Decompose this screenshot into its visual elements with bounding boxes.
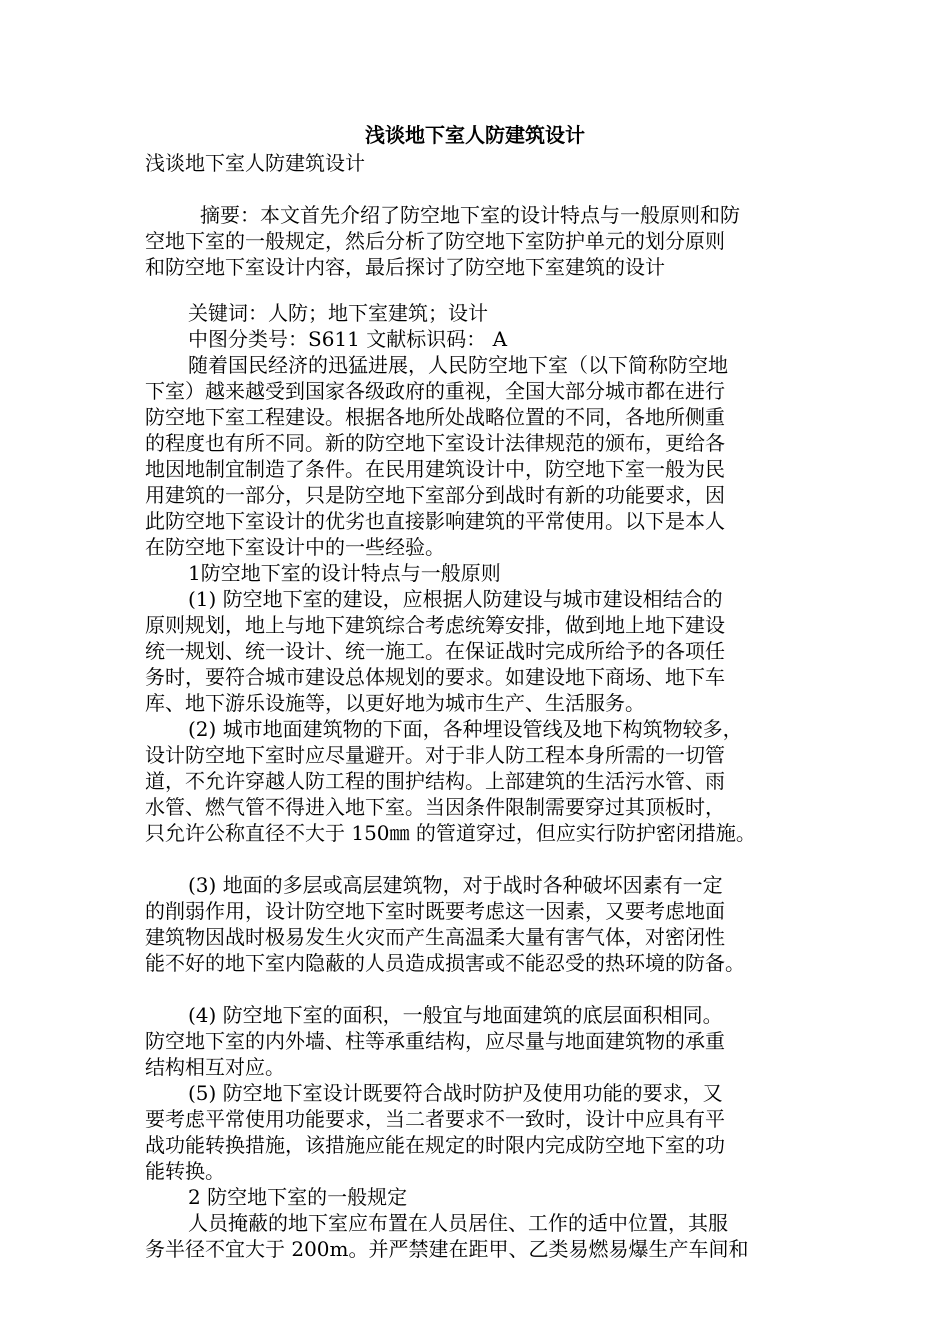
body-line: 只允许公称直径不大于 150㎜ 的管道穿过，但应实行防护密闭措施。 [145,821,756,845]
body-line: (2) 城市地面建筑物的下面，各种埋设管线及地下构筑物较多， [188,717,743,741]
section-heading: 2 防空地下室的一般规定 [188,1185,408,1209]
body-line: 库、地下游乐设施等，以更好地为城市生产、生活服务。 [145,691,645,715]
classification-line: 中图分类号：S611 文献标识码： A [188,327,508,351]
body-line: 战功能转换措施，该措施应能在规定的时限内完成防空地下室的功 [145,1133,725,1157]
abstract-line: 和防空地下室设计内容，最后探讨了防空地下室建筑的设计 [145,255,665,279]
body-line: 用建筑的一部分，只是防空地下室部分到战时有新的功能要求，因 [145,483,725,507]
body-line: 防空地下室工程建设。根据各地所处战略位置的不同，各地所侧重 [145,405,725,429]
body-line: 结构相互对应。 [145,1055,285,1079]
section-heading: 1防空地下室的设计特点与一般原则 [188,561,501,585]
body-line: 水管、燃气管不得进入地下室。当因条件限制需要穿过其顶板时， [145,795,725,819]
body-line: 道，不允许穿越人防工程的围护结构。上部建筑的生活污水管、雨 [145,769,725,793]
body-line: 的削弱作用，设计防空地下室时既要考虑这一因素，又要考虑地面 [145,899,725,923]
body-line: 务时，要符合城市建设总体规划的要求。如建设地下商场、地下车 [145,665,725,689]
document-title: 浅谈地下室人防建筑设计 [365,123,585,147]
body-line: (4) 防空地下室的面积，一般宜与地面建筑的底层面积相同。 [188,1003,723,1027]
abstract-line: 空地下室的一般规定，然后分析了防空地下室防护单元的划分原则 [145,229,725,253]
body-line: 随着国民经济的迅猛进展，人民防空地下室（以下简称防空地 [188,353,728,377]
body-line: 此防空地下室设计的优劣也直接影响建筑的平常使用。以下是本人 [145,509,725,533]
body-line: 的程度也有所不同。新的防空地下室设计法律规范的颁布，更给各 [145,431,725,455]
body-line: 地因地制宜制造了条件。在民用建筑设计中，防空地下室一般为民 [145,457,725,481]
body-line: 设计防空地下室时应尽量避开。对于非人防工程本身所需的一切管 [145,743,725,767]
body-line: 防空地下室的内外墙、柱等承重结构，应尽量与地面建筑物的承重 [145,1029,725,1053]
body-line: (1) 防空地下室的建设，应根据人防建设与城市建设相结合的 [188,587,723,611]
body-line: 下室）越来越受到国家各级政府的重视，全国大部分城市都在进行 [145,379,725,403]
abstract-line: 摘要：本文首先介绍了防空地下室的设计特点与一般原则和防 [200,203,740,227]
keywords-line: 关键词：人防；地下室建筑；设计 [188,301,488,325]
body-line: 人员掩蔽的地下室应布置在人员居住、工作的适中位置，其服 [188,1211,728,1235]
body-line: 能不好的地下室内隐蔽的人员造成损害或不能忍受的热环境的防备。 [145,951,745,975]
body-line: (5) 防空地下室设计既要符合战时防护及使用功能的要求，又 [188,1081,723,1105]
body-line: 统一规划、统一设计、统一施工。在保证战时完成所给予的各项任 [145,639,725,663]
body-line: 建筑物因战时极易发生火灾而产生高温柔大量有害气体，对密闭性 [145,925,725,949]
body-line: 原则规划，地上与地下建筑综合考虑统筹安排，做到地上地下建设 [145,613,725,637]
body-line: 在防空地下室设计中的一些经验。 [145,535,445,559]
body-line: (3) 地面的多层或高层建筑物，对于战时各种破坏因素有一定 [188,873,723,897]
body-line: 能转换。 [145,1159,225,1183]
subtitle-line: 浅谈地下室人防建筑设计 [145,151,365,175]
body-line: 要考虑平常使用功能要求，当二者要求不一致时，设计中应具有平 [145,1107,725,1131]
body-line: 务半径不宜大于 200m。并严禁建在距甲、乙类易燃易爆生产车间和 [145,1237,749,1261]
